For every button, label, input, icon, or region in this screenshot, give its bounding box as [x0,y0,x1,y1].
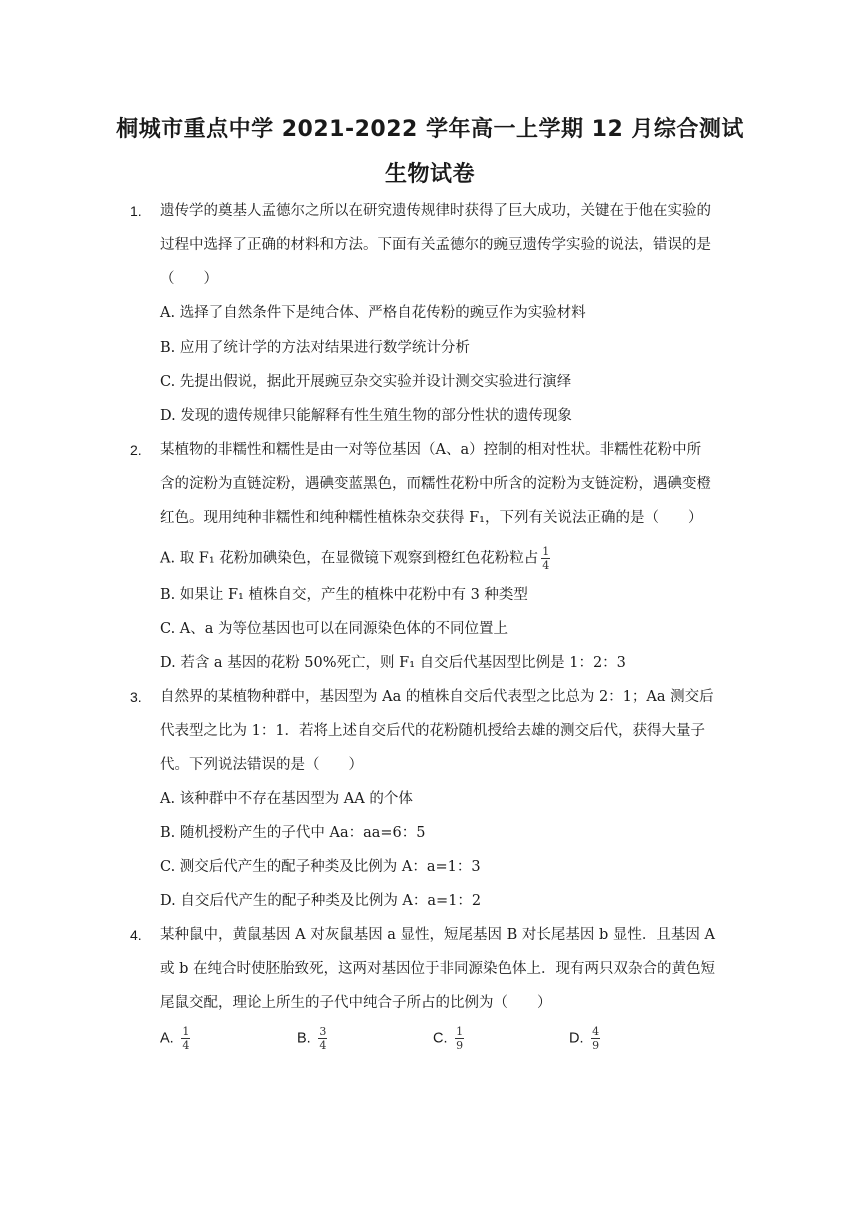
exam-title: 桐城市重点中学 2021-2022 学年高一上学期 12 月综合测试 [116,117,744,142]
option-c: C. 先提出假说，据此开展豌豆杂交实验并设计测交实验进行演绎 [160,374,572,390]
question-text-line: 某种鼠中，黄鼠基因 A 对灰鼠基因 a 显性，短尾基因 B 对长尾基因 b 显性．且基因 A [160,927,716,943]
option-c: C. A、a 为等位基因也可以在同源染色体的不同位置上 [160,621,509,637]
question-text-line: 遗传学的奠基人孟德尔之所以在研究遗传规律时获得了巨大成功，关键在于他在实验的 [160,203,711,219]
fraction [541,546,550,571]
option-b: B. 随机授粉产生的子代中 Aa：aa=6：5 [160,825,426,841]
fraction-numerator: 1 [542,545,550,558]
fraction-numerator: 1 [456,1025,464,1038]
choice-b [297,1026,327,1051]
choice-letter: D. [569,1030,584,1047]
question-number: 3. [130,689,142,705]
exam-subtitle: 生物试卷 [384,162,475,187]
option-b: B. 应用了统计学的方法对结果进行数学统计分析 [160,340,470,356]
option-b: B. 如果让 F₁ 植株自交，产生的植株中花粉中有 3 种类型 [160,587,528,603]
choice-letter: C. [433,1030,448,1047]
option-d: D. 发现的遗传规律只能解释有性生殖生物的部分性状的遗传现象 [160,408,572,424]
fraction-denominator: 4 [319,1039,327,1052]
fraction-numerator: 4 [592,1025,600,1038]
fraction [591,1026,600,1051]
option-a: A. 该种群中不存在基因型为 AA 的个体 [160,791,413,807]
option-text: A. 取 F₁ 花粉加碘染色，在显微镜下观察到橙红色花粉粒占 [160,550,539,567]
fraction [181,1026,190,1051]
question-text-line: 含的淀粉为直链淀粉，遇碘变蓝黑色，而糯性花粉中所含的淀粉为支链淀粉，遇碘变橙 [160,476,711,492]
question-text-line: （ ） [160,271,218,287]
question-text-line: 红色。现用纯种非糯性和纯种糯性植株杂交获得 F₁，下列有关说法正确的是（ ） [160,510,703,526]
choice-a [160,1026,190,1051]
fraction-denominator: 9 [456,1039,464,1052]
fraction-denominator: 9 [592,1039,600,1052]
fraction-denominator: 4 [182,1039,190,1052]
question-text-line: 代。下列说法错误的是（ ） [160,757,363,773]
question-text-line: 自然界的某植物种群中，基因型为 Aa 的植株自交后代表型之比总为 2：1；Aa 测交后 [160,689,714,705]
choice-d [569,1026,600,1051]
option-d: D. 自交后代产生的配子种类及比例为 A：a=1：2 [160,893,482,909]
question-text-line: 某植物的非糯性和糯性是由一对等位基因（A、a）控制的相对性状。非糯性花粉中所 [160,442,702,458]
choice-letter: B. [297,1030,311,1047]
option-a [160,546,550,571]
fraction-numerator: 1 [182,1025,190,1038]
fraction-denominator: 4 [542,559,550,572]
option-a: A. 选择了自然条件下是纯合体、严格自花传粉的豌豆作为实验材料 [160,305,586,321]
choice-letter: A. [160,1030,174,1047]
question-text-line: 或 b 在纯合时使胚胎致死，这两对基因位于非同源染色体上．现有两只双杂合的黄色短 [160,961,715,977]
question-text-line: 过程中选择了正确的材料和方法。下面有关孟德尔的豌豆遗传学实验的说法，错误的是 [160,237,711,253]
choice-c [433,1026,464,1051]
fraction-numerator: 3 [319,1025,327,1038]
option-c: C. 测交后代产生的配子种类及比例为 A：a=1：3 [160,859,481,875]
fraction [455,1026,464,1051]
question-number: 4. [130,927,142,943]
question-number: 1. [130,203,142,219]
option-d: D. 若含 a 基因的花粉 50%死亡，则 F₁ 自交后代基因型比例是 1：2：3 [160,655,626,671]
question-text-line: 代表型之比为 1：1．若将上述自交后代的花粉随机授给去雄的测交后代，获得大量子 [160,723,706,739]
fraction [318,1026,327,1051]
question-number: 2. [130,442,142,458]
question-text-line: 尾鼠交配，理论上所生的子代中纯合子所占的比例为（ ） [160,995,552,1011]
